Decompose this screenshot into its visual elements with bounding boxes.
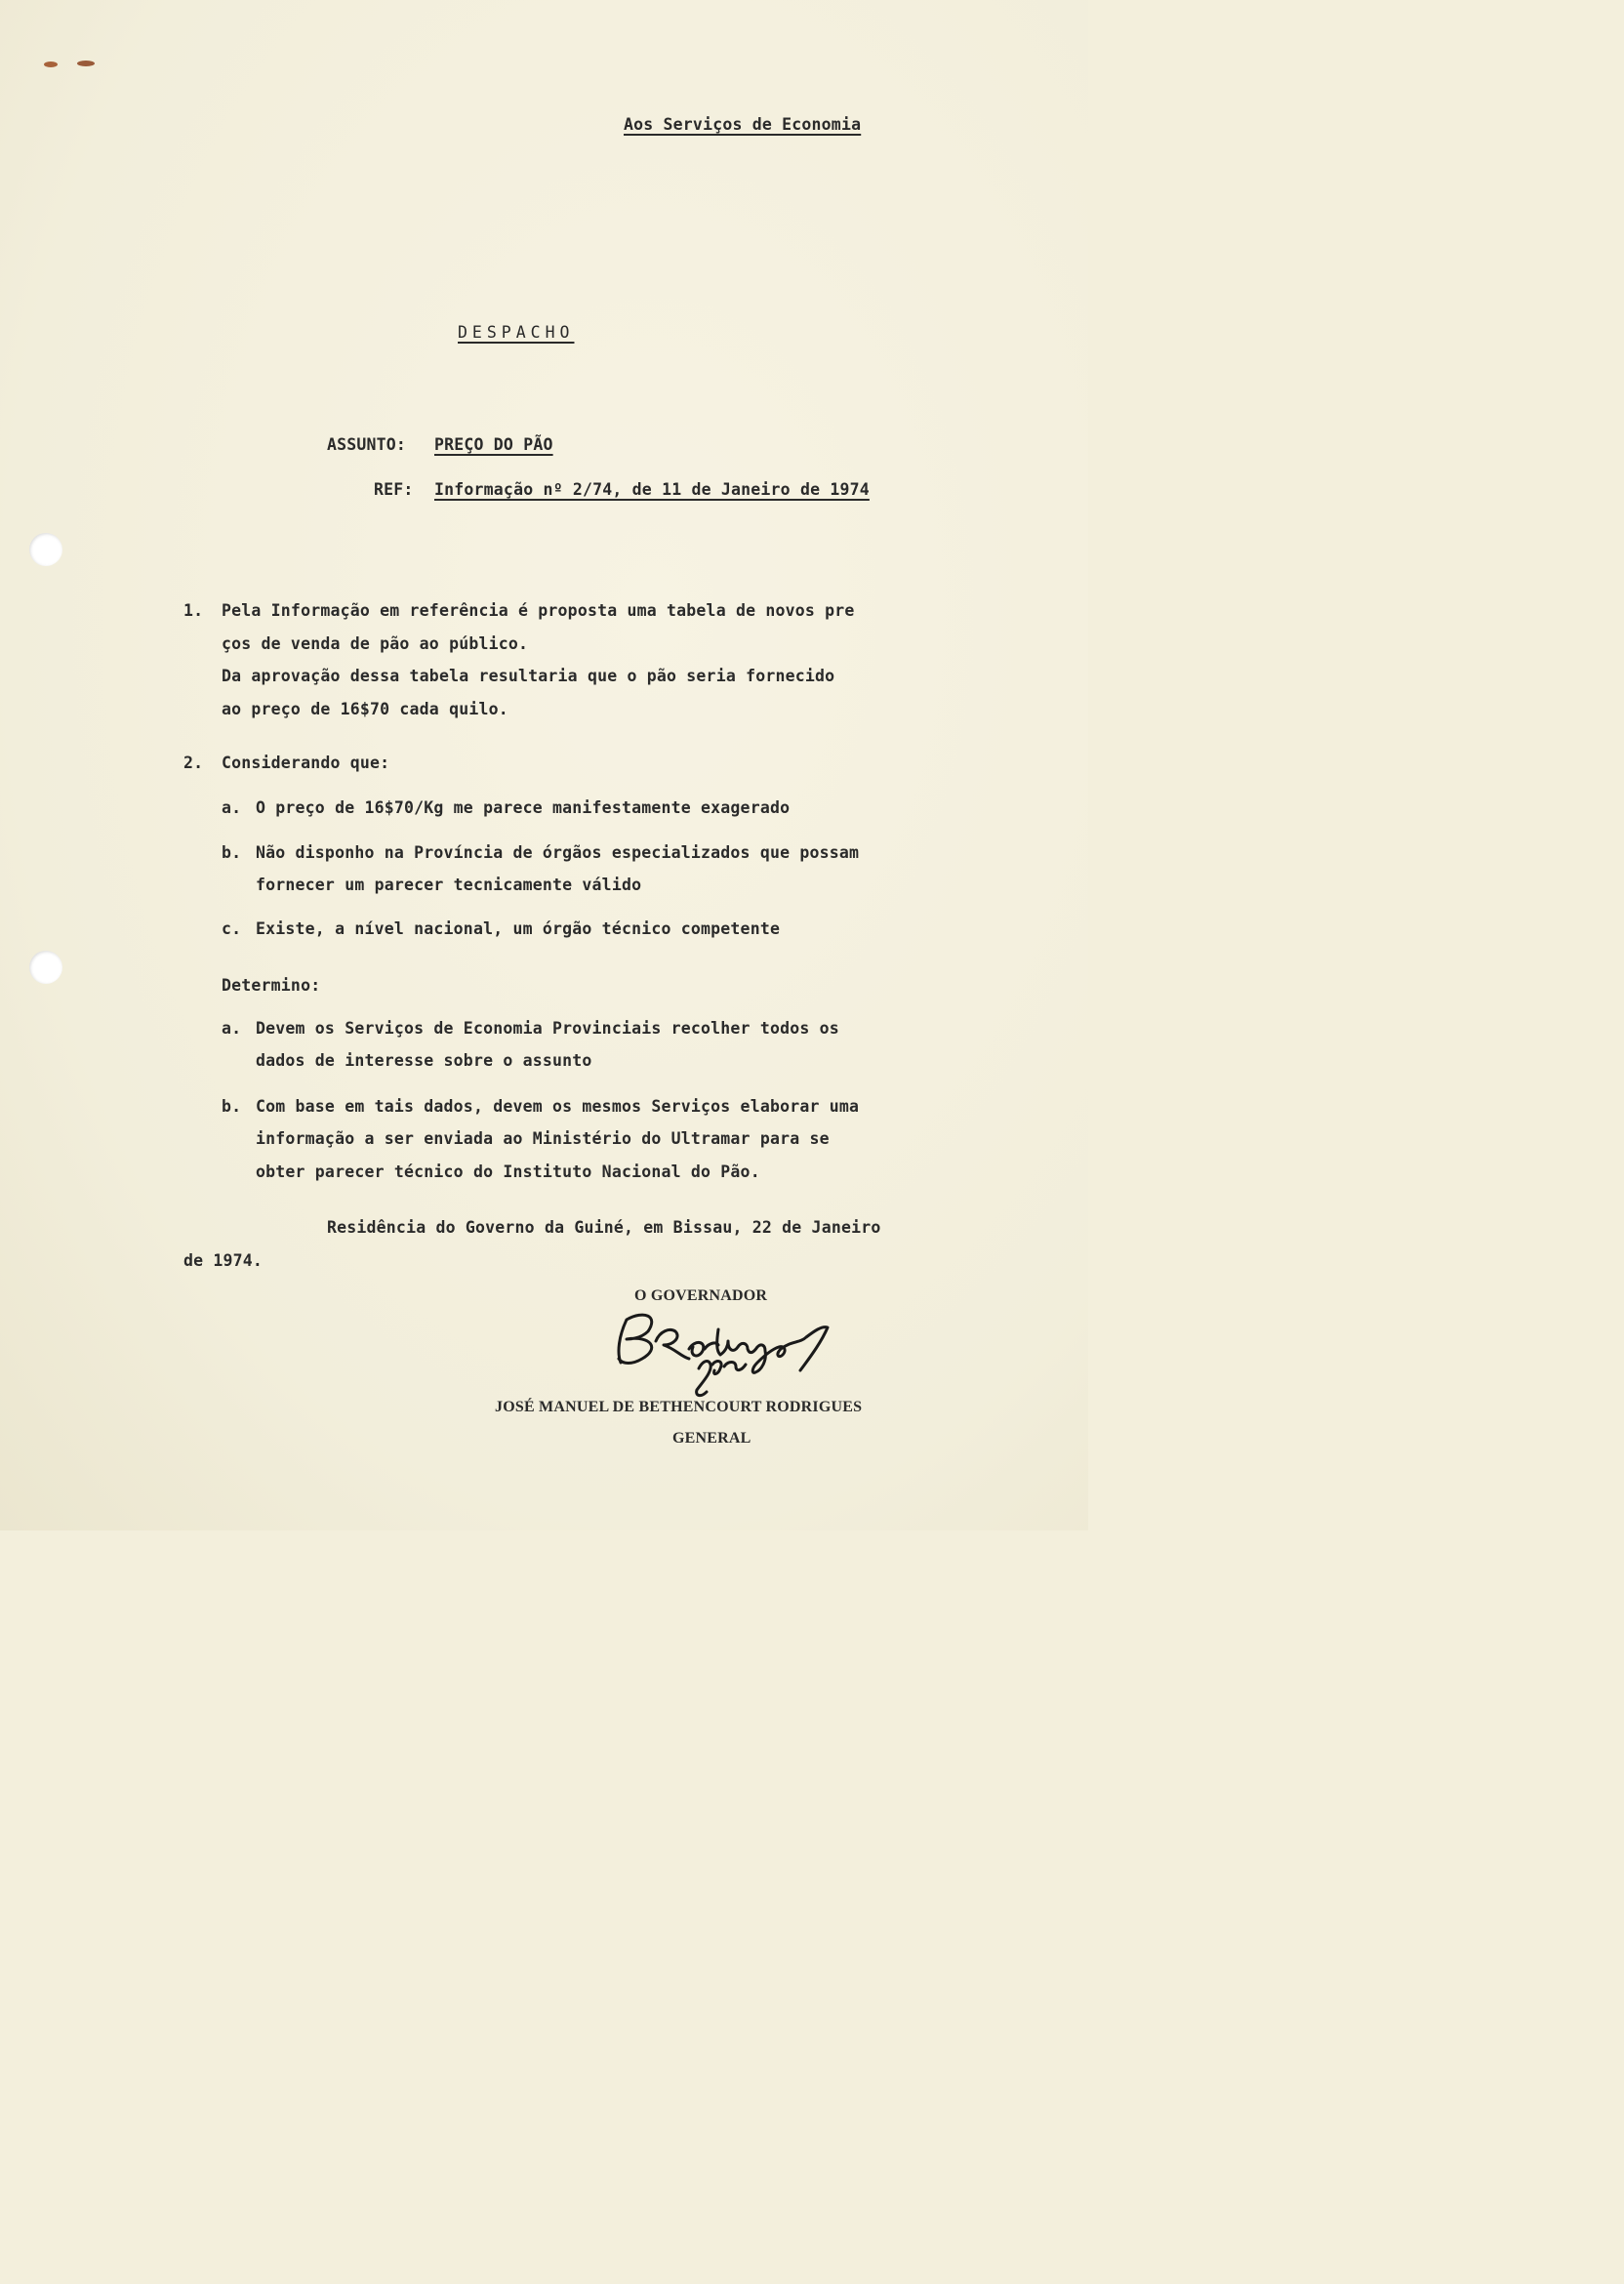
ref-value: Informação nº 2/74, de 11 de Janeiro de 1974 bbox=[434, 480, 870, 499]
determination-letter: b. bbox=[222, 1097, 242, 1116]
subject-value: PREÇO DO PÃO bbox=[434, 435, 553, 454]
consideration-letter: b. bbox=[222, 843, 242, 862]
handwritten-signature bbox=[605, 1302, 849, 1400]
consideration-line: Existe, a nível nacional, um órgão técnico competente bbox=[256, 919, 781, 938]
determination-line: Com base em tais dados, devem os mesmos Serviços elaborar uma bbox=[256, 1097, 860, 1116]
punch-hole-top bbox=[29, 533, 62, 566]
paragraph-1-line: ços de venda de pão ao público. bbox=[222, 634, 529, 653]
closing-line: de 1974. bbox=[183, 1251, 264, 1270]
closing-line: Residência do Governo da Guiné, em Bissau, 22 de Janeiro bbox=[327, 1218, 881, 1237]
ref-label: REF: bbox=[374, 480, 414, 499]
paragraph-1-line: ao preço de 16$70 cada quilo. bbox=[222, 700, 508, 718]
consideration-letter: c. bbox=[222, 919, 242, 938]
signatory-rank: GENERAL bbox=[672, 1430, 751, 1447]
document-title: DESPACHO bbox=[458, 323, 575, 342]
determination-line: informação a ser enviada ao Ministério do Ultramar para se bbox=[256, 1129, 830, 1148]
punch-hole-bottom bbox=[29, 951, 62, 984]
document-page bbox=[0, 0, 1088, 1530]
staple-mark bbox=[39, 57, 107, 72]
paragraph-1-number: 1. bbox=[183, 601, 204, 620]
consideration-line: O preço de 16$70/Kg me parece manifestamente exagerado bbox=[256, 798, 791, 817]
addressee: Aos Serviços de Economia bbox=[624, 115, 862, 134]
subject-label: ASSUNTO: bbox=[327, 435, 407, 454]
determination-line: Devem os Serviços de Economia Provinciais recolher todos os bbox=[256, 1019, 839, 1038]
paragraph-1-line: Pela Informação em referência é proposta uma tabela de novos pre bbox=[222, 601, 855, 620]
consideration-letter: a. bbox=[222, 798, 242, 817]
paragraph-1-line: Da aprovação dessa tabela resultaria que o pão seria fornecido bbox=[222, 667, 835, 685]
determination-line: obter parecer técnico do Instituto Nacional do Pão. bbox=[256, 1162, 760, 1181]
paragraph-2-number: 2. bbox=[183, 754, 204, 772]
consideration-line: Não disponho na Província de órgãos especializados que possam bbox=[256, 843, 860, 862]
consideration-line: fornecer um parecer tecnicamente válido bbox=[256, 876, 642, 894]
signatory-name: JOSÉ MANUEL DE BETHENCOURT RODRIGUES bbox=[495, 1399, 863, 1415]
paragraph-2-intro: Considerando que: bbox=[222, 754, 390, 772]
signature-role: O GOVERNADOR bbox=[634, 1287, 768, 1304]
determination-line: dados de interesse sobre o assunto bbox=[256, 1051, 592, 1070]
determination-label: Determino: bbox=[222, 976, 321, 995]
determination-letter: a. bbox=[222, 1019, 242, 1038]
